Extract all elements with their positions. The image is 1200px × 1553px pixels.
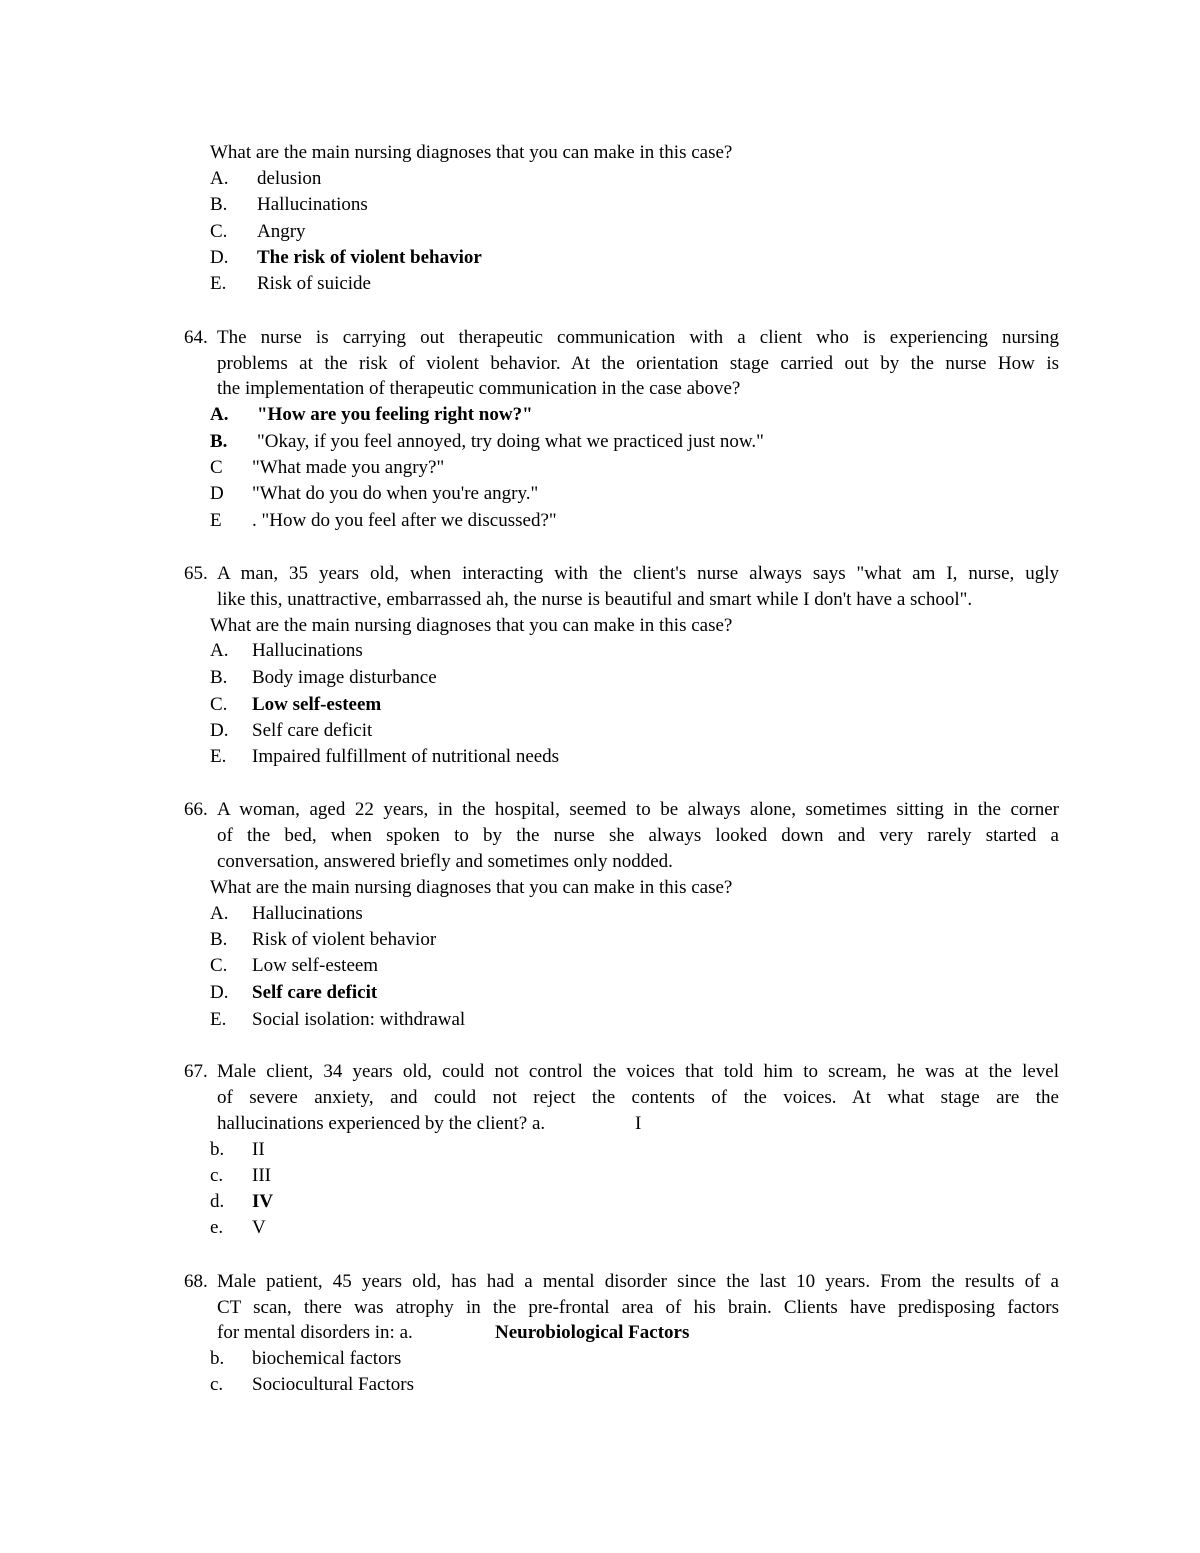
option-letter: C. xyxy=(210,221,228,242)
option-text: II xyxy=(252,1139,265,1160)
question-text-line: CT scan, there was atrophy in the pre-frontal area of his brain. Clients have predisposing factors xyxy=(217,1297,1059,1318)
option-text: Hallucinations xyxy=(252,903,363,924)
option-text: Hallucinations xyxy=(257,194,368,215)
question-stem: What are the main nursing diagnoses that you can make in this case? xyxy=(210,615,733,636)
question-text-line: A woman, aged 22 years, in the hospital, seemed to be always alone, sometimes sitting in the corner xyxy=(217,799,1059,820)
question-text-line: Male client, 34 years old, could not control the voices that told him to scream, he was at the level xyxy=(217,1061,1059,1082)
option-text-answer: "How are you feeling right now?" xyxy=(257,404,533,425)
option-letter: E xyxy=(210,510,222,531)
option-text: delusion xyxy=(257,168,322,189)
option-letter: D. xyxy=(210,247,229,268)
option-text-answer: The risk of violent behavior xyxy=(257,247,482,268)
option-letter: D. xyxy=(210,982,229,1003)
option-letter: E. xyxy=(210,746,227,767)
option-text-answer: Low self-esteem xyxy=(252,694,382,715)
option-letter: B. xyxy=(210,929,228,950)
question-number: 66. xyxy=(184,799,208,820)
option-text: Angry xyxy=(257,221,306,242)
option-letter: e. xyxy=(210,1217,224,1238)
option-text: Low self-esteem xyxy=(252,955,379,976)
question-text-line: for mental disorders in: a. xyxy=(217,1322,413,1343)
option-text: Self care deficit xyxy=(252,720,373,741)
question-text-line: A man, 35 years old, when interacting with the client's nurse always says "what am I, nurse, ugly xyxy=(217,563,1059,584)
question-text-line: hallucinations experienced by the client? a. xyxy=(217,1113,546,1134)
option-text-answer: IV xyxy=(252,1191,274,1212)
option-text: biochemical factors xyxy=(252,1348,402,1369)
option-letter: C. xyxy=(210,694,228,715)
question-number: 65. xyxy=(184,563,208,584)
option-letter: A. xyxy=(210,903,229,924)
option-text: Risk of violent behavior xyxy=(252,929,437,950)
option-text: V xyxy=(252,1217,266,1238)
option-text: Body image disturbance xyxy=(252,667,437,688)
option-letter: A. xyxy=(210,168,229,189)
option-text: III xyxy=(252,1165,271,1186)
option-letter: b. xyxy=(210,1139,225,1160)
option-text: Hallucinations xyxy=(252,640,363,661)
question-stem: What are the main nursing diagnoses that you can make in this case? xyxy=(210,877,733,898)
question-number: 68. xyxy=(184,1271,208,1292)
option-text: . "How do you feel after we discussed?" xyxy=(252,510,557,531)
option-text: "Okay, if you feel annoyed, try doing what we practiced just now." xyxy=(257,431,764,452)
option-letter: D xyxy=(210,483,224,504)
question-text-line: Male patient, 45 years old, has had a mental disorder since the last 10 years. From the results of a xyxy=(217,1271,1059,1292)
option-letter: b. xyxy=(210,1348,225,1369)
question-text-line: conversation, answered briefly and sometimes only nodded. xyxy=(217,851,673,872)
question-text-line: of the bed, when spoken to by the nurse she always looked down and very rarely started a xyxy=(217,825,1059,846)
question-stem: What are the main nursing diagnoses that you can make in this case? xyxy=(210,142,733,163)
option-letter: B. xyxy=(210,667,228,688)
option-letter: D. xyxy=(210,720,229,741)
option-letter: B. xyxy=(210,194,228,215)
option-text-answer: Neurobiological Factors xyxy=(495,1322,690,1343)
option-text-answer: Self care deficit xyxy=(252,982,378,1003)
question-text-line: the implementation of therapeutic communication in the case above? xyxy=(217,378,741,399)
option-letter: d. xyxy=(210,1191,225,1212)
question-text-line: of severe anxiety, and could not reject the contents of the voices. At what stage are the xyxy=(217,1087,1059,1108)
option-letter: E. xyxy=(210,273,227,294)
question-number: 67. xyxy=(184,1061,208,1082)
option-letter: B. xyxy=(210,431,228,452)
option-text: Impaired fulfillment of nutritional needs xyxy=(252,746,560,767)
question-text-line: problems at the risk of violent behavior. At the orientation stage carried out by the nurse How is xyxy=(217,353,1059,374)
option-letter: C. xyxy=(210,955,228,976)
option-text: "What do you do when you're angry." xyxy=(252,483,539,504)
option-letter: c. xyxy=(210,1374,224,1395)
option-text: Sociocultural Factors xyxy=(252,1374,414,1395)
option-text: I xyxy=(635,1113,642,1134)
question-text-line: The nurse is carrying out therapeutic communication with a client who is experiencing nursing xyxy=(217,327,1059,348)
option-letter: C xyxy=(210,457,223,478)
option-letter: E. xyxy=(210,1009,227,1030)
question-text-line: like this, unattractive, embarrassed ah, the nurse is beautiful and smart while I don't have a school". xyxy=(217,589,973,610)
question-number: 64. xyxy=(184,327,208,348)
option-letter: c. xyxy=(210,1165,224,1186)
option-text: "What made you angry?" xyxy=(252,457,445,478)
option-letter: A. xyxy=(210,640,229,661)
option-text: Risk of suicide xyxy=(257,273,371,294)
option-text: Social isolation: withdrawal xyxy=(252,1009,466,1030)
option-letter: A. xyxy=(210,404,229,425)
